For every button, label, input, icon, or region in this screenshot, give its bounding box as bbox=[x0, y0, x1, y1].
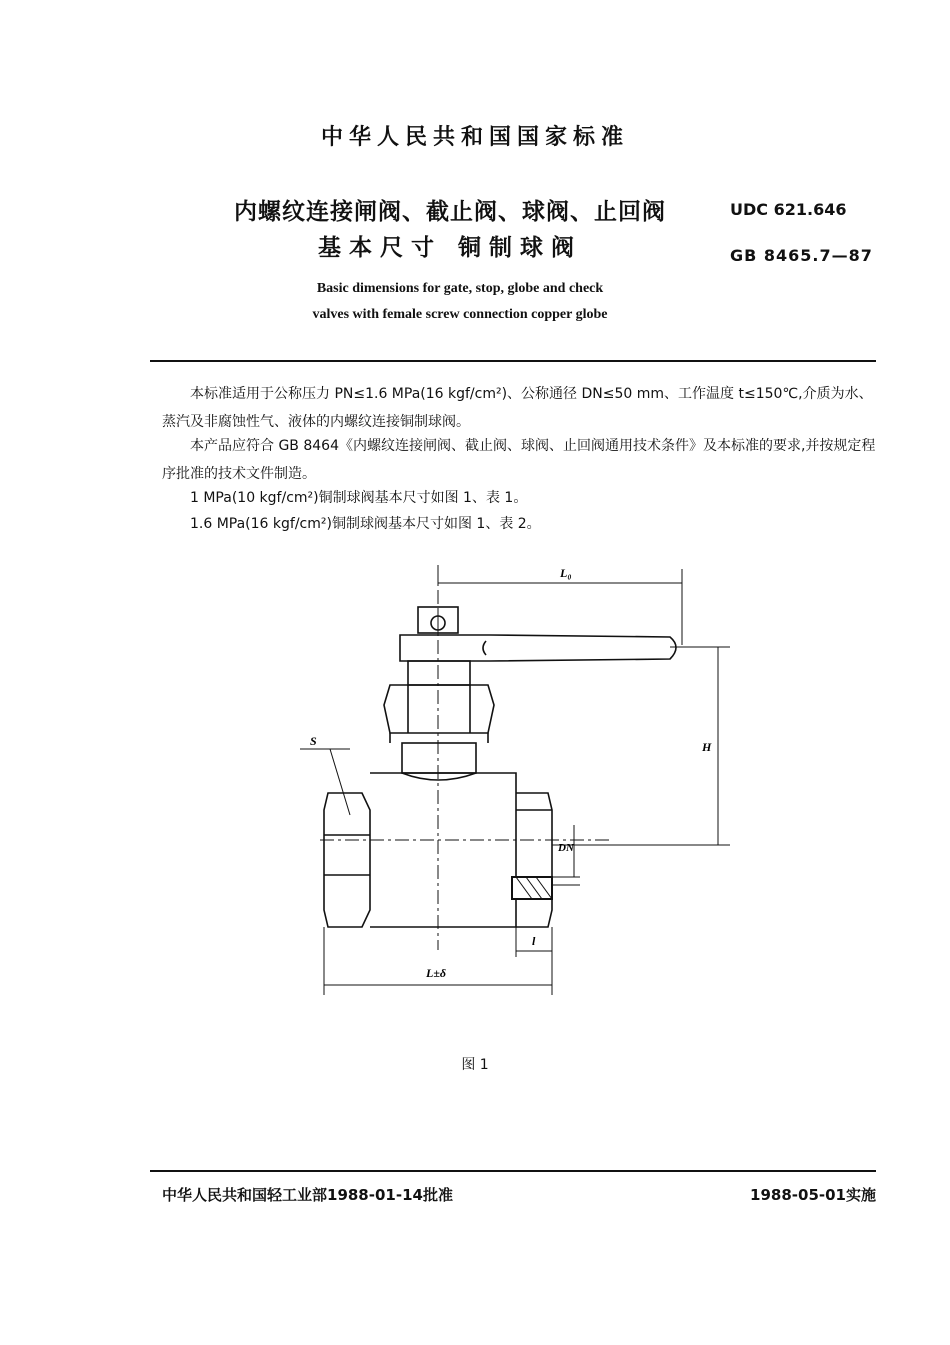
effective-date: 1988-05-01实施 bbox=[750, 1186, 876, 1204]
paragraph-scope bbox=[162, 380, 877, 436]
paragraph-table2-ref: 1.6 MPa(16 kgf/cm²)铜制球阀基本尺寸如图 1、表 2。 bbox=[190, 516, 541, 532]
label-h: H bbox=[702, 740, 712, 754]
label-s: S bbox=[310, 734, 317, 748]
standard-title-line2: 基本尺寸 铜制球阀 bbox=[317, 235, 582, 261]
footer-divider bbox=[150, 1170, 876, 1172]
national-standard-heading: 中华人民共和国国家标准 bbox=[320, 125, 629, 150]
udc-code: UDC 621.646 bbox=[730, 200, 847, 219]
label-dn: DN bbox=[558, 842, 574, 854]
paragraph-scope-text: 本标准适用于公称压力 PN≤1.6 MPa(16 kgf/cm²)、公称通径 DN≤50 mm、工作温度 t≤150℃,介质为水、蒸汽及非腐蚀性气、液体的内螺纹连接铜制球阀。 bbox=[162, 386, 873, 430]
ball-valve-drawing bbox=[290, 555, 710, 1015]
paragraph-conformance bbox=[162, 432, 877, 488]
label-l0: L₀ bbox=[560, 566, 572, 580]
header-divider bbox=[150, 360, 876, 362]
approval-line: 中华人民共和国轻工业部1988-01-14批准 bbox=[162, 1186, 453, 1204]
paragraph-table1-ref: 1 MPa(10 kgf/cm²)铜制球阀基本尺寸如图 1、表 1。 bbox=[190, 490, 528, 506]
figure-caption: 图 1 bbox=[461, 1057, 489, 1073]
paragraph-conformance-text: 本产品应符合 GB 8464《内螺纹连接闸阀、截止阀、球阀、止回阀通用技术条件》及本标准的要求,并按规定程序批准的技术文件制造。 bbox=[162, 438, 876, 482]
label-l-small: l bbox=[532, 934, 536, 948]
english-title-line2: valves with female screw connection copper globe bbox=[312, 307, 608, 322]
standard-title-line1: 内螺纹连接闸阀、截止阀、球阀、止回阀 bbox=[234, 199, 666, 225]
english-title-line1: Basic dimensions for gate, stop, globe and check bbox=[316, 281, 604, 296]
gb-code: GB 8465.7—87 bbox=[730, 246, 873, 265]
label-l-total: L±δ bbox=[426, 966, 447, 980]
